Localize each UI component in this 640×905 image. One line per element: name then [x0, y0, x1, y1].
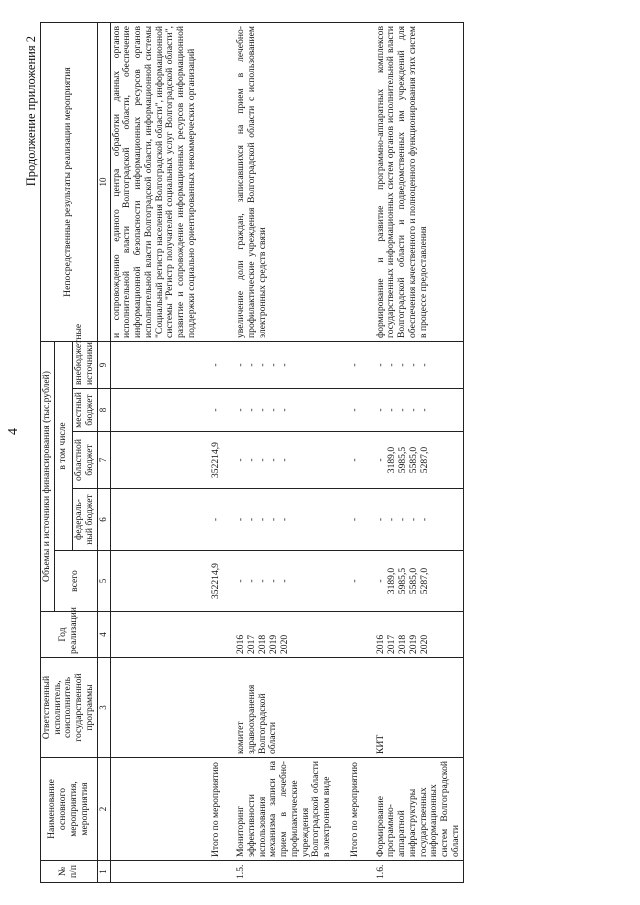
page-number: 4: [6, 428, 21, 435]
year-value: 2017: [385, 634, 397, 654]
column-index: 4: [97, 612, 110, 658]
value-cell: -: [407, 408, 419, 412]
value-cell: -: [279, 458, 291, 462]
item-federal-values: [362, 489, 463, 551]
total-federal: -: [334, 489, 362, 551]
value-cell: -: [407, 363, 419, 367]
table-row-continued: [110, 22, 198, 882]
item-years: [222, 612, 334, 658]
column-index: 5: [97, 551, 110, 612]
value-cell: 5985,5: [396, 567, 408, 595]
value-cell: -: [279, 408, 291, 412]
item-executor: КИТ: [362, 658, 463, 758]
value-cell: -: [268, 458, 280, 462]
value-cell: -: [246, 363, 258, 367]
item-total-values: [362, 551, 463, 612]
value-cell: -: [385, 408, 397, 412]
total-sum: -: [334, 551, 362, 612]
value-cell: -: [374, 579, 386, 583]
total-regional: -: [334, 432, 362, 489]
year-value: 2016: [374, 634, 386, 654]
table-row-total-2: [334, 22, 362, 882]
item-executor: комитет здравоохранения Волгоградской области: [222, 658, 334, 758]
continued-result-text: и сопровождению единого центра обработки данных органов исполнительной власти Волгоградской области, обеспечение информационной безопасности информационных ресурсов органов исполнительной власти Волгоградской области, информационной системы "Социальный регистр населения Волгоградской области", информационной системы "Регистр получателей социальных услуг Волгоградской области", развитие и сопровождение информационных ресурсов информационной поддержки социально ориентированных некоммерческих организаций: [110, 22, 198, 341]
value-cell: -: [374, 517, 386, 522]
value-cell: -: [257, 408, 269, 412]
item-regional-values: [362, 432, 463, 489]
item-regional-values: [222, 432, 334, 489]
item-name: Мониторинг эффективности использования механизма записи на прием в лечебно-профилактические учреждения Волгоградской области в электронном виде: [222, 758, 334, 861]
value-cell: 5287,0: [418, 567, 430, 595]
total-sum: 352214,9: [199, 551, 223, 612]
value-cell: 3189,0: [385, 446, 397, 474]
year-value: 2017: [246, 634, 258, 654]
value-cell: -: [246, 579, 258, 583]
item-years: [362, 612, 463, 658]
header-funding-group: Объемы и источники финансирования (тыс.рублей): [41, 341, 55, 611]
item-local-values: [222, 389, 334, 432]
value-cell: -: [374, 363, 386, 367]
item-result: увеличение доли граждан, записавшихся на прием в лечебно-профилактические учреждения Волгоградской области с использованием электронных средств связи: [222, 22, 334, 341]
header-no: № п/п: [41, 861, 98, 883]
total-regional: 352214,9: [199, 432, 223, 489]
value-cell: -: [279, 579, 291, 583]
value-cell: -: [235, 408, 247, 412]
year-value: 2018: [257, 634, 269, 654]
total-federal: -: [199, 489, 223, 551]
header-local-budget: местный бюджет: [73, 389, 97, 432]
total-label: Итого по мероприятию: [334, 758, 362, 861]
value-cell: -: [235, 363, 247, 367]
value-cell: 5585,0: [407, 446, 419, 474]
value-cell: -: [257, 579, 269, 583]
header-including: в том числе: [54, 341, 72, 550]
year-value: 2019: [407, 634, 419, 654]
total-offbudget: -: [199, 341, 223, 388]
column-index: 6: [97, 489, 110, 551]
header-total: всего: [54, 551, 97, 612]
header-activity-name: Наименование основного мероприятия, мероприятия: [41, 758, 98, 861]
column-index: 8: [97, 389, 110, 432]
appendix-continuation-label: Продолжение приложения 2: [24, 36, 38, 187]
value-cell: -: [257, 363, 269, 367]
item-number: 1.5.: [222, 861, 334, 883]
value-cell: -: [257, 458, 269, 462]
header-regional-budget: областной бюджет: [73, 432, 97, 489]
value-cell: -: [374, 458, 386, 462]
item-local-values: [362, 389, 463, 432]
value-cell: 5287,0: [418, 446, 430, 474]
value-cell: -: [396, 517, 408, 522]
value-cell: -: [279, 517, 291, 522]
total-local: -: [334, 389, 362, 432]
value-cell: -: [268, 363, 280, 367]
column-index: 3: [97, 658, 110, 758]
year-value: 2018: [396, 634, 408, 654]
value-cell: -: [396, 408, 408, 412]
year-value: 2016: [235, 634, 247, 654]
item-name: Формирование программно-аппаратной инфраструктуры государственных информационных систем Волгоградской области: [362, 758, 463, 861]
value-cell: -: [246, 408, 258, 412]
header-offbudget-sources: внебюджетные источники: [73, 341, 97, 388]
program-activities-table: [40, 22, 464, 883]
header-year: Год реализации: [41, 612, 98, 658]
item-offbudget-values: [222, 341, 334, 388]
total-local: -: [199, 389, 223, 432]
value-cell: 5985,5: [396, 446, 408, 474]
value-cell: -: [268, 517, 280, 522]
value-cell: 3189,0: [385, 567, 397, 595]
value-cell: -: [396, 363, 408, 367]
item-federal-values: [222, 489, 334, 551]
item-offbudget-values: [362, 341, 463, 388]
table-row-item-1-5: [222, 22, 334, 882]
column-index: 1: [97, 861, 110, 883]
column-index: 7: [97, 432, 110, 489]
year-value: 2020: [418, 634, 430, 654]
value-cell: -: [279, 363, 291, 367]
column-index: 2: [97, 758, 110, 861]
value-cell: -: [257, 517, 269, 522]
value-cell: -: [385, 517, 397, 522]
value-cell: -: [374, 408, 386, 412]
value-cell: -: [246, 517, 258, 522]
value-cell: -: [235, 579, 247, 583]
value-cell: 5585,0: [407, 567, 419, 595]
table-row-total-1: [199, 22, 223, 882]
year-value: 2019: [268, 634, 280, 654]
column-index: 9: [97, 341, 110, 388]
value-cell: -: [418, 408, 430, 412]
value-cell: -: [268, 408, 280, 412]
value-cell: -: [246, 458, 258, 462]
header-federal-budget: федераль-ный бюджет: [73, 489, 97, 551]
column-index-row: [97, 22, 110, 882]
value-cell: -: [418, 363, 430, 367]
value-cell: -: [418, 517, 430, 522]
item-result: формирование и развитие программно-аппаратных комплексов государственных информационных систем органов исполнительной власти Волгоградской области и подведомственных им учреждений для обеспечения качественного и полноценного функционирования этих систем в процессе предоставления: [362, 22, 463, 341]
value-cell: -: [407, 517, 419, 522]
total-offbudget: -: [334, 341, 362, 388]
header-result: Непосредственные результаты реализации мероприятия: [41, 22, 98, 341]
table-row-item-1-6: [362, 22, 463, 882]
year-value: 2020: [279, 634, 291, 654]
item-total-values: [222, 551, 334, 612]
value-cell: -: [268, 579, 280, 583]
value-cell: -: [385, 363, 397, 367]
header-executor: Ответственный исполнитель, соисполнитель государственной программы: [41, 658, 98, 758]
item-number: 1.6.: [362, 861, 463, 883]
column-index: 10: [97, 22, 110, 341]
total-label: Итого по мероприятию: [199, 758, 223, 861]
value-cell: -: [235, 517, 247, 522]
value-cell: -: [235, 458, 247, 462]
